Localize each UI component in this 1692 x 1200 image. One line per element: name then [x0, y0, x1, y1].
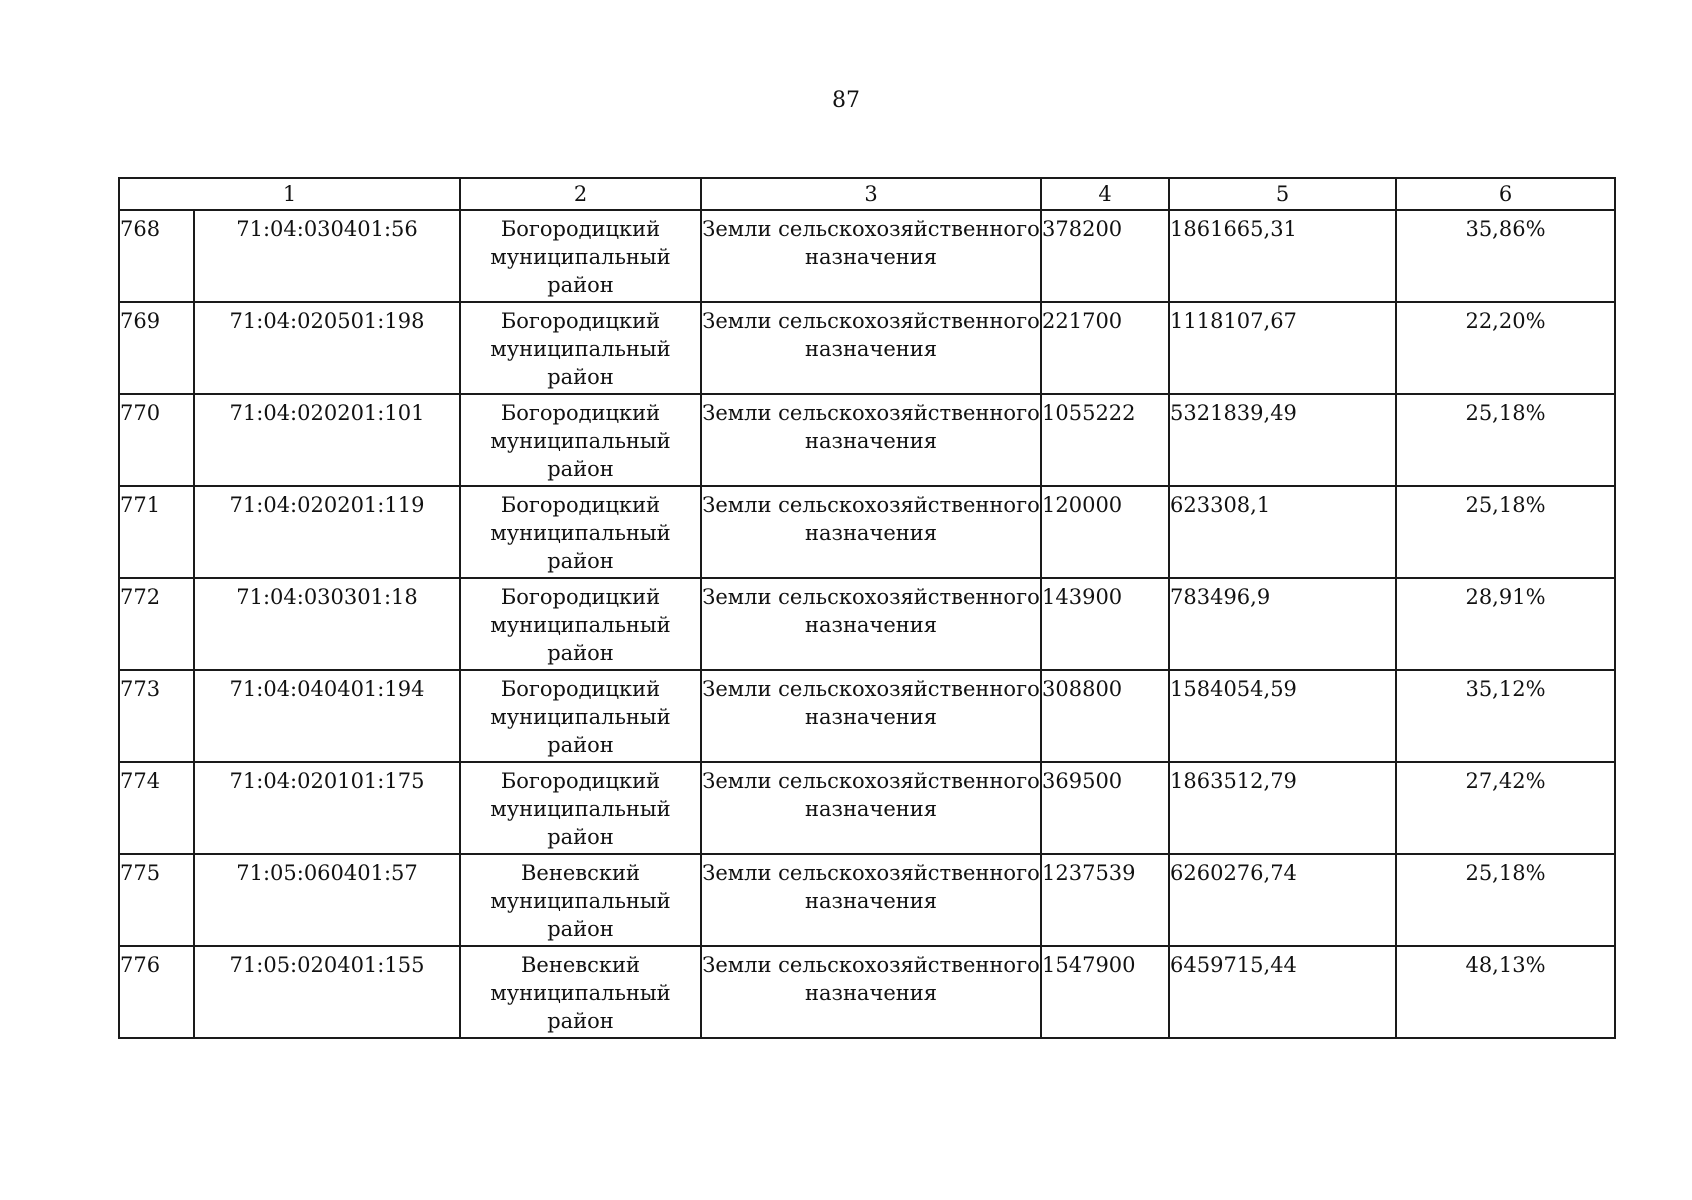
land-area — [1041, 670, 1169, 762]
land-registry-table — [118, 177, 1616, 1039]
land-category — [701, 210, 1041, 302]
table-row — [119, 762, 1615, 854]
cadastral-value — [1169, 670, 1396, 762]
land-area — [1041, 394, 1169, 486]
row-number-line: 774 — [120, 769, 161, 793]
district-name-line: район — [547, 917, 614, 941]
land-category-line: назначения — [804, 889, 938, 913]
land-area-line: 143900 — [1042, 585, 1123, 609]
percent-value-line: 25,18% — [1465, 401, 1546, 425]
table-row — [119, 670, 1615, 762]
row-number-line: 771 — [120, 493, 161, 517]
district-name-line: Богородицкий — [500, 217, 661, 241]
land-category-line: назначения — [804, 613, 938, 637]
district-name-line: Богородицкий — [500, 493, 661, 517]
district-name-line: Богородицкий — [500, 769, 661, 793]
district-name — [460, 486, 701, 578]
row-number — [119, 486, 194, 578]
cadastral-number — [194, 302, 460, 394]
header-cell-6: 6 — [1396, 178, 1615, 210]
district-name-line: район — [547, 825, 614, 849]
district-name-line: муниципальный — [490, 981, 671, 1005]
district-name-line: район — [547, 273, 614, 297]
land-category-line: Земли сельскохозяйственного — [702, 401, 1040, 425]
percent-value-line: 27,42% — [1465, 769, 1546, 793]
cadastral-value — [1169, 486, 1396, 578]
district-name-line: Богородицкий — [500, 401, 661, 425]
land-area-line: 1547900 — [1042, 953, 1136, 977]
cadastral-number-line: 71:04:040401:194 — [229, 677, 425, 701]
land-category-line: назначения — [804, 337, 938, 361]
row-number — [119, 946, 194, 1038]
cadastral-value-line: 6260276,74 — [1170, 861, 1297, 885]
row-number — [119, 210, 194, 302]
cadastral-number — [194, 486, 460, 578]
cadastral-number-line: 71:04:020201:119 — [229, 493, 425, 517]
land-area-line: 369500 — [1042, 769, 1123, 793]
cadastral-number — [194, 394, 460, 486]
cadastral-value-line: 1584054,59 — [1170, 677, 1297, 701]
header-cell-4: 4 — [1041, 178, 1169, 210]
district-name — [460, 854, 701, 946]
district-name-line: Богородицкий — [500, 677, 661, 701]
land-area-line: 378200 — [1042, 217, 1123, 241]
header-cell-2: 2 — [460, 178, 701, 210]
percent-value — [1396, 302, 1615, 394]
row-number-line: 770 — [120, 401, 161, 425]
row-number-line: 772 — [120, 585, 161, 609]
percent-value-line: 35,12% — [1465, 677, 1546, 701]
land-category — [701, 486, 1041, 578]
cadastral-number — [194, 946, 460, 1038]
district-name — [460, 670, 701, 762]
cadastral-value — [1169, 578, 1396, 670]
cadastral-number-line: 71:04:020101:175 — [229, 769, 425, 793]
percent-value — [1396, 946, 1615, 1038]
district-name-line: муниципальный — [490, 613, 671, 637]
percent-value-line: 25,18% — [1465, 493, 1546, 517]
percent-value-line: 28,91% — [1465, 585, 1546, 609]
land-area-line: 1055222 — [1042, 401, 1136, 425]
page-number: 87 — [832, 88, 860, 113]
cadastral-value-line: 783496,9 — [1170, 585, 1271, 609]
land-area-line: 308800 — [1042, 677, 1123, 701]
land-category-line: назначения — [804, 521, 938, 545]
land-area-line: 120000 — [1042, 493, 1123, 517]
land-category-line: назначения — [804, 981, 938, 1005]
cadastral-value-line: 623308,1 — [1170, 493, 1271, 517]
row-number-line: 776 — [120, 953, 161, 977]
district-name-line: район — [547, 365, 614, 389]
land-category-line: Земли сельскохозяйственного — [702, 677, 1040, 701]
cadastral-value-line: 1861665,31 — [1170, 217, 1297, 241]
row-number-line: 768 — [120, 217, 161, 241]
table-row — [119, 854, 1615, 946]
cadastral-value — [1169, 210, 1396, 302]
percent-value — [1396, 394, 1615, 486]
land-category — [701, 946, 1041, 1038]
land-area-line: 221700 — [1042, 309, 1123, 333]
land-category — [701, 302, 1041, 394]
header-cell-1: 1 — [119, 178, 460, 210]
land-category — [701, 854, 1041, 946]
row-number-line: 775 — [120, 861, 161, 885]
district-name-line: муниципальный — [490, 429, 671, 453]
table-row — [119, 302, 1615, 394]
land-category-line: Земли сельскохозяйственного — [702, 585, 1040, 609]
cadastral-number-line: 71:04:020501:198 — [229, 309, 425, 333]
land-area — [1041, 854, 1169, 946]
row-number-line: 773 — [120, 677, 161, 701]
cadastral-number — [194, 670, 460, 762]
land-area — [1041, 210, 1169, 302]
district-name — [460, 946, 701, 1038]
district-name-line: муниципальный — [490, 521, 671, 545]
cadastral-number-line: 71:04:020201:101 — [229, 401, 425, 425]
row-number — [119, 302, 194, 394]
row-number — [119, 762, 194, 854]
header-cell-5: 5 — [1169, 178, 1396, 210]
land-area — [1041, 302, 1169, 394]
land-category-line: назначения — [804, 429, 938, 453]
row-number — [119, 578, 194, 670]
district-name-line: муниципальный — [490, 797, 671, 821]
cadastral-value — [1169, 762, 1396, 854]
land-area — [1041, 578, 1169, 670]
cadastral-number-line: 71:04:030401:56 — [236, 217, 418, 241]
cadastral-number-line: 71:05:060401:57 — [236, 861, 418, 885]
land-category-line: Земли сельскохозяйственного — [702, 953, 1040, 977]
percent-value-line: 48,13% — [1465, 953, 1546, 977]
land-category-line: Земли сельскохозяйственного — [702, 217, 1040, 241]
district-name — [460, 210, 701, 302]
cadastral-value — [1169, 854, 1396, 946]
cadastral-value-line: 1118107,67 — [1170, 309, 1297, 333]
cadastral-value-line: 6459715,44 — [1170, 953, 1297, 977]
district-name — [460, 394, 701, 486]
district-name-line: район — [547, 641, 614, 665]
land-category-line: назначения — [804, 797, 938, 821]
district-name-line: Веневский — [521, 861, 640, 885]
land-category-line: Земли сельскохозяйственного — [702, 769, 1040, 793]
header-cell-3: 3 — [701, 178, 1041, 210]
district-name-line: район — [547, 1009, 614, 1033]
percent-value — [1396, 670, 1615, 762]
land-category-line: назначения — [804, 705, 938, 729]
percent-value — [1396, 210, 1615, 302]
land-category-line: Земли сельскохозяйственного — [702, 861, 1040, 885]
cadastral-value — [1169, 394, 1396, 486]
percent-value — [1396, 486, 1615, 578]
table-row — [119, 210, 1615, 302]
land-area — [1041, 946, 1169, 1038]
cadastral-number-line: 71:04:030301:18 — [236, 585, 418, 609]
district-name-line: муниципальный — [490, 889, 671, 913]
cadastral-number — [194, 210, 460, 302]
cadastral-number — [194, 854, 460, 946]
cadastral-value-line: 1863512,79 — [1170, 769, 1297, 793]
district-name-line: Веневский — [521, 953, 640, 977]
land-category — [701, 670, 1041, 762]
land-category-line: назначения — [804, 245, 938, 269]
district-name-line: муниципальный — [490, 245, 671, 269]
cadastral-value — [1169, 302, 1396, 394]
percent-value — [1396, 578, 1615, 670]
district-name — [460, 302, 701, 394]
cadastral-value — [1169, 946, 1396, 1038]
row-number — [119, 854, 194, 946]
land-area-line: 1237539 — [1042, 861, 1136, 885]
cadastral-number-line: 71:05:020401:155 — [229, 953, 425, 977]
district-name-line: район — [547, 457, 614, 481]
land-area — [1041, 762, 1169, 854]
district-name-line: Богородицкий — [500, 309, 661, 333]
table-row — [119, 394, 1615, 486]
district-name-line: муниципальный — [490, 337, 671, 361]
district-name-line: район — [547, 733, 614, 757]
table-row — [119, 578, 1615, 670]
district-name-line: муниципальный — [490, 705, 671, 729]
percent-value-line: 35,86% — [1465, 217, 1546, 241]
table-row — [119, 946, 1615, 1038]
land-area — [1041, 486, 1169, 578]
district-name — [460, 762, 701, 854]
land-category — [701, 578, 1041, 670]
table-row — [119, 486, 1615, 578]
percent-value-line: 22,20% — [1465, 309, 1546, 333]
district-name — [460, 578, 701, 670]
land-category-line: Земли сельскохозяйственного — [702, 309, 1040, 333]
percent-value — [1396, 854, 1615, 946]
cadastral-number — [194, 762, 460, 854]
table-body — [119, 210, 1615, 1038]
cadastral-number — [194, 578, 460, 670]
district-name-line: район — [547, 549, 614, 573]
land-category-line: Земли сельскохозяйственного — [702, 493, 1040, 517]
district-name-line: Богородицкий — [500, 585, 661, 609]
row-number — [119, 670, 194, 762]
land-category — [701, 762, 1041, 854]
percent-value — [1396, 762, 1615, 854]
row-number-line: 769 — [120, 309, 161, 333]
table-header — [119, 178, 1615, 210]
land-category — [701, 394, 1041, 486]
percent-value-line: 25,18% — [1465, 861, 1546, 885]
header-row — [119, 178, 1615, 210]
cadastral-value-line: 5321839,49 — [1170, 401, 1297, 425]
row-number — [119, 394, 194, 486]
